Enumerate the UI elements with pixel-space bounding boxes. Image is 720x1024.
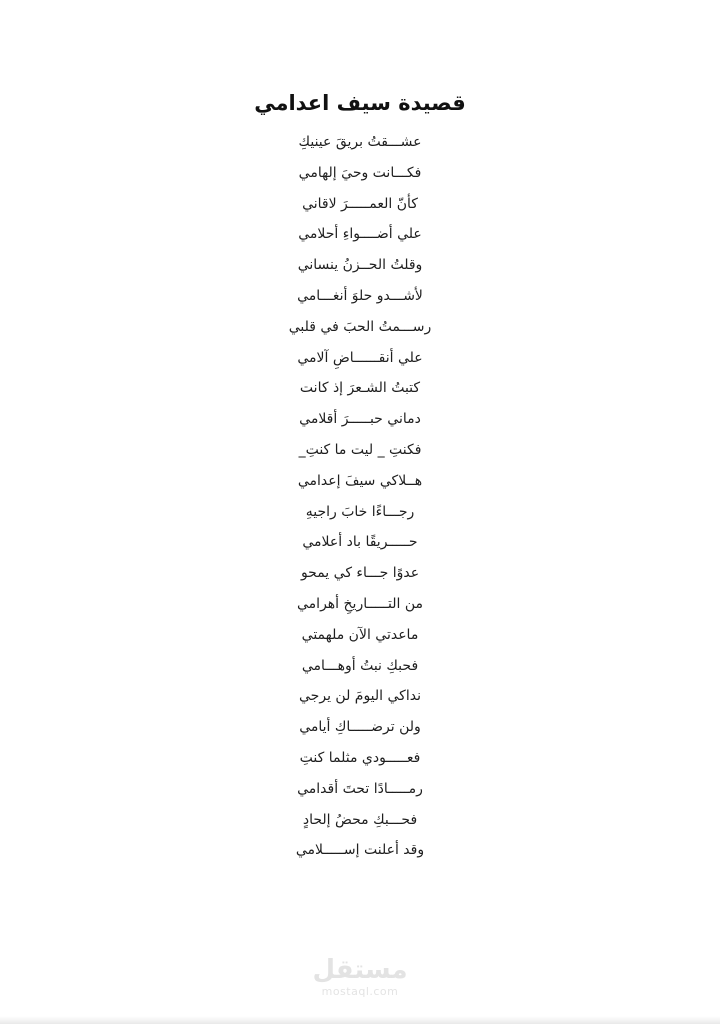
verse-line: كتبتُ الشـعرَ إذ كانت: [299, 380, 421, 397]
poem-title: قصيدة سيف اعدامي: [254, 91, 466, 115]
verse-line: من التـــــاريخِ أهرامي: [297, 595, 423, 612]
verse-line: فكـــانت وحيَ إلهامي: [298, 164, 422, 181]
poem-verses: [0, 131, 720, 870]
verse-line: كأنّ العمـــــرَ لاقاني: [302, 195, 418, 212]
verse-line: فكنتِ _ ليت ما كنتِ_: [298, 441, 422, 458]
verse-line: علي أضــــواءِ أحلامي: [298, 226, 422, 243]
verse-line: وقد أعلنت إســـــلامي: [295, 842, 425, 859]
verse-line: ولن ترضـــــاكِ أيامي: [299, 719, 421, 736]
verse-line: فعـــــودي مثلما كنتِ: [299, 749, 421, 766]
verse-line: فحبكِ نبتُ أوهـــامي: [301, 657, 419, 674]
verse-line: لأشـــدو حلوَ أنغـــامي: [297, 287, 423, 304]
verse-line: هــلاكي سيفَ إعدامي: [297, 472, 423, 489]
verse-line: رســـمتُ الحبَ في قلبي: [288, 318, 432, 335]
verse-line: علي أنقــــــاضِ آلامي: [297, 349, 423, 366]
watermark-logo: مستقل: [312, 955, 408, 985]
verse-line: نداكي اليومَ لن يرجي: [299, 688, 421, 705]
verse-line: فحـــبكِ محضُ إلحادٍ: [302, 811, 418, 828]
verse-line: حـــــريقًا باد أعلامي: [302, 534, 418, 551]
verse-line: عدوًا جـــاء كي يمحو: [300, 565, 420, 582]
verse-line: رمـــــادًا تحتَ أقدامي: [297, 780, 423, 797]
verse-line: دماني حبـــــرَ أقلامي: [299, 411, 421, 428]
verse-line: رجـــاءًا خابَ راجيهِ: [305, 503, 415, 520]
watermark-domain: mostaql.com: [321, 985, 399, 998]
verse-line: عشـــقتُ بريقَ عينيكِ: [298, 134, 422, 150]
verse-line: ماعدتي الآن ملهمتي: [301, 626, 419, 643]
page-bottom-edge: [0, 1016, 720, 1024]
mostaql-watermark: [300, 955, 420, 998]
verse-line: وقلتُ الحــزنُ ينساني: [297, 257, 423, 274]
